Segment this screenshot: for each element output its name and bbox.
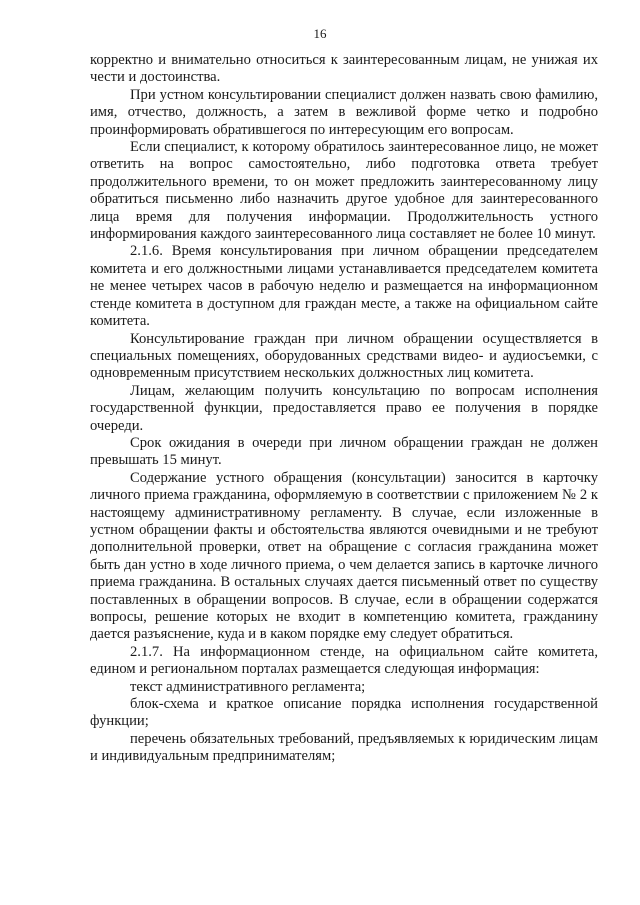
paragraph-queue-right: Лицам, желающим получить консультацию по вопросам исполнения государственной функции, предоставляется право ее получения в порядке очереди.: [90, 382, 598, 434]
paragraph-specialist-cannot-answer: Если специалист, к которому обратилось заинтересованное лицо, не может ответить на вопрос самостоятельно, либо подготовка ответа требует продолжительного времени, то он может предложить заинтересованному лицу обратиться письменно либо назначить другое удобное для заинтересованного лица время для получения информации. Продолжительность устного информирования каждого заинтересованного лица составляет не более 10 минут.: [90, 139, 598, 243]
page-number: 16: [313, 26, 327, 41]
list-item-flowchart: блок-схема и краткое описание порядка исполнения государственной функции;: [90, 696, 598, 730]
paragraph-consultation-premises: Консультирование граждан при личном обращении осуществляется в специальных помещениях, оборудованных средствами видео- и аудиосъемки, с одновременным присутствием нескольких должностных лиц комитета.: [90, 330, 598, 382]
paragraph-2-1-7: 2.1.7. На информационном стенде, на официальном сайте комитета, едином и региональном порталах размещается следующая информация:: [90, 643, 598, 678]
list-item-regulation-text: текст административного регламента;: [130, 678, 366, 695]
document-body: [90, 52, 598, 766]
paragraph-continuation: корректно и внимательно относиться к заинтересованным лицам, не унижая их чести и достоинства.: [90, 52, 598, 86]
paragraph-oral-consultation: При устном консультировании специалист должен назвать свою фамилию, имя, отчество, должность, а затем в вежливой форме четко и подробно проинформировать обратившегося по интересующим его вопросам.: [90, 86, 598, 138]
paragraph-2-1-6: 2.1.6. Время консультирования при личном обращении председателем комитета и его должностными лицами устанавливается председателем комитета не менее четырех часов в рабочую неделю и размещается на информационном стенде комитета в доступном для граждан месте, а также на официальном сайте комитета.: [90, 243, 598, 330]
paragraph-reception-card: Содержание устного обращения (консультации) заносится в карточку личного приема гражданина, оформляемую в соответствии с приложением № 2 к настоящему административному регламенту. В случае, если изложенные в устном обращении факты и обстоятельства являются очевидными и не требуют дополнительной проверки, ответ на обращение с согласия гражданина может быть дан устно в ходе личного приема, о чем делается запись в карточке личного приема гражданина. В остальных случаях дается письменный ответ по существу поставленных в обращении вопросов. В случае, если в обращении содержатся вопросы, решение которых не входит в компетенцию комитета, гражданину дается разъяснение, куда и в каком порядке ему следует обратиться.: [90, 469, 598, 643]
paragraph-waiting-time: Срок ожидания в очереди при личном обращении граждан не должен превышать 15 минут.: [90, 434, 598, 469]
list-item-requirements: перечень обязательных требований, предъявляемых к юридическим лицам и индивидуальным предпринимателям;: [90, 730, 598, 765]
